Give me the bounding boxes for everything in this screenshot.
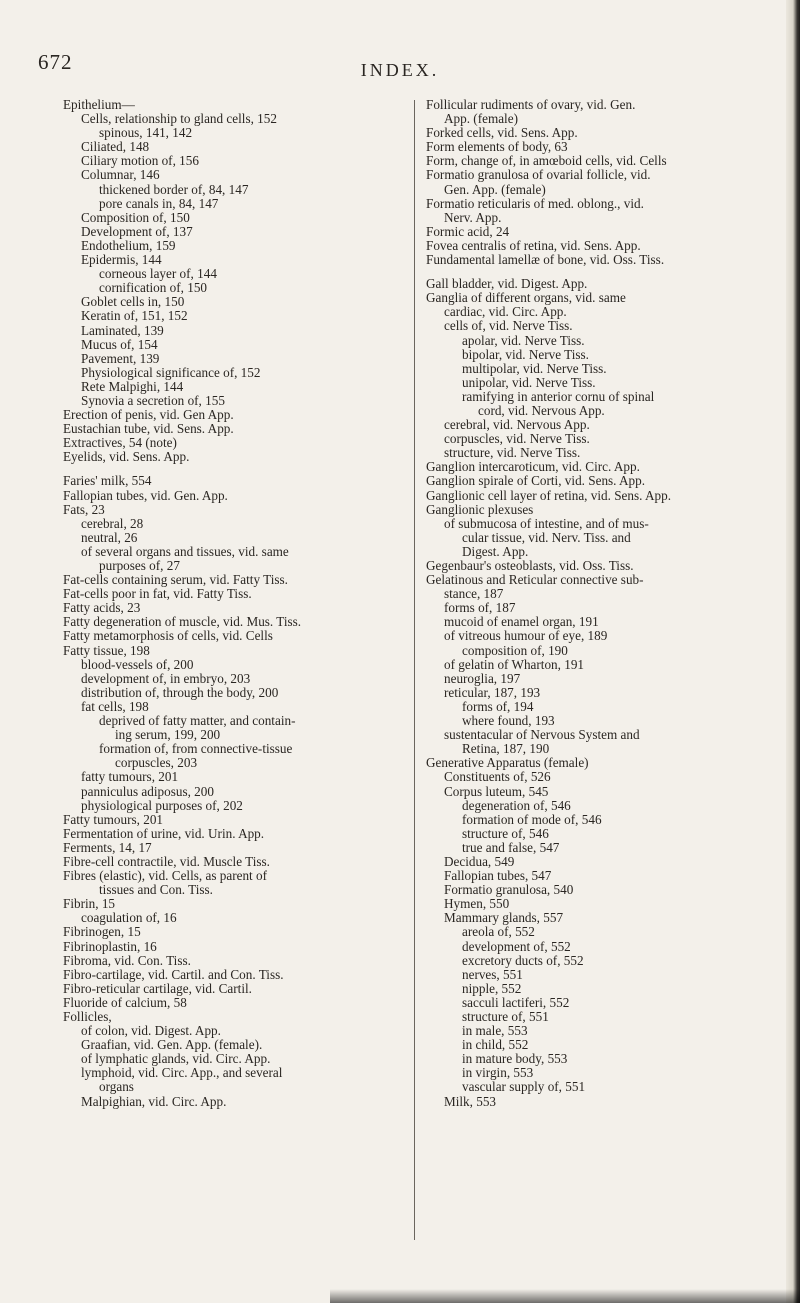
index-entry: Synovia a secretion of, 155 [81,392,225,408]
index-entry: Fatty tissue, 198 [63,642,150,658]
book-edge-shadow [786,0,800,1303]
index-entry: Cells, relationship to gland cells, 152 [81,111,277,127]
index-entry: Digest. App. [462,543,529,559]
index-entry: in child, 552 [462,1037,529,1053]
index-entry: Fundamental lamellæ of bone, vid. Oss. Tiss. [426,252,665,268]
index-entry: excretory ducts of, 552 [462,952,584,968]
index-entry: Gen. App. (female) [444,181,546,197]
index-entry: Fatty degeneration of muscle, vid. Mus. Tiss. [63,614,302,630]
index-entry: pore canals in, 84, 147 [99,195,219,211]
index-entry: multipolar, vid. Nerve Tiss. [462,360,607,376]
index-entry: cornification of, 150 [99,280,208,296]
index-entry: lymphoid, vid. Circ. App., and several [81,1065,283,1081]
index-entry: Fluoride of calcium, 58 [63,994,187,1010]
index-entry: structure of, 551 [462,1009,549,1024]
index-entry: Follicular rudiments of ovary, vid. Gen. [426,97,636,112]
index-entry: neutral, 26 [81,529,138,545]
index-entry: Fibrin, 15 [63,896,116,912]
index-entry: Fat-cells poor in fat, vid. Fatty Tiss. [63,586,252,602]
index-entry: nerves, 551 [462,966,523,982]
index-entry: formation of mode of, 546 [462,811,602,827]
index-entry: Formic acid, 24 [426,223,510,239]
index-entry: in mature body, 553 [462,1051,568,1067]
index-entry: ing serum, 199, 200 [115,727,221,743]
index-entry: blood-vessels of, 200 [81,656,194,672]
index-entry: Form, change of, in amœboid cells, vid. Cells [426,153,667,169]
index-entry: Retina, 187, 190 [462,741,550,757]
index-entry: of gelatin of Wharton, 191 [444,656,585,672]
index-entry: Fallopian tubes, vid. Gen. App. [63,487,228,503]
index-entry: Columnar, 146 [81,167,160,183]
index-entry: Fibro-reticular cartilage, vid. Cartil. [63,980,252,996]
index-entry: Fat-cells containing serum, vid. Fatty Tiss. [63,572,288,588]
index-entry: Ganglion spirale of Corti, vid. Sens. App. [426,473,646,489]
index-entry: cord, vid. Nervous App. [478,402,605,418]
index-entry: nipple, 552 [462,980,522,996]
index-entry: Endothelium, 159 [81,237,176,253]
index-entry: Ciliated, 148 [81,139,150,155]
index-entry: physiological purposes of, 202 [81,797,243,813]
index-entry: Fatty metamorphosis of cells, vid. Cells [63,628,273,644]
index-entry: bipolar, vid. Nerve Tiss. [462,346,589,362]
index-entry: Faries' milk, 554 [63,473,152,489]
index-entry: structure, vid. Nerve Tiss. [444,445,581,461]
page-bottom-shadow [330,1289,800,1303]
index-entry: of lymphatic glands, vid. Circ. App. [81,1051,271,1067]
index-entry: composition of, 190 [462,642,568,658]
index-entry: Milk, 553 [444,1093,497,1109]
index-entry: forms of, 194 [462,698,534,714]
index-entry: thickened border of, 84, 147 [99,181,249,197]
index-entry: forms of, 187 [444,600,516,616]
running-head: INDEX. [360,60,440,80]
index-entry: Fibro-cartilage, vid. Cartil. and Con. Tiss. [63,966,284,982]
index-entry: formation of, from connective-tissue [99,741,293,757]
index-entry: Fats, 23 [63,501,105,517]
index-entry: stance, 187 [444,586,504,602]
index-entry: Epithelium— [63,97,135,112]
index-entry: Graafian, vid. Gen. App. (female). [81,1037,263,1053]
index-entry: Fibroma, vid. Con. Tiss. [63,952,191,968]
index-entry: Fibres (elastic), vid. Cells, as parent of [63,868,267,884]
index-entry: Composition of, 150 [81,209,190,225]
index-entry: organs [99,1079,134,1095]
index-entry: Mammary glands, 557 [444,910,564,926]
index-entry: purposes of, 27 [99,558,180,573]
index-entry: fatty tumours, 201 [81,769,179,785]
index-entry: Fibrinoplastin, 16 [63,938,157,954]
index-entry: Pavement, 139 [81,350,160,366]
index-entry: where found, 193 [462,713,555,729]
index-entry: App. (female) [444,111,518,127]
index-entry: vascular supply of, 551 [462,1079,586,1095]
index-entry: Fermentation of urine, vid. Urin. App. [63,825,265,841]
index-entry: tissues and Con. Tiss. [99,882,213,898]
index-entry: Follicles, [63,1009,112,1024]
index-entry: Epidermis, 144 [81,252,162,268]
index-entry: cular tissue, vid. Nerv. Tiss. and [462,529,631,545]
index-entry: cardiac, vid. Circ. App. [444,304,567,320]
index-entry: Fibrinogen, 15 [63,924,141,940]
index-entry: Gegenbaur's osteoblasts, vid. Oss. Tiss. [426,558,634,573]
index-entry: Malpighian, vid. Circ. App. [81,1093,227,1109]
index-entry: Generative Apparatus (female) [426,755,589,771]
index-entry: Formatio granulosa, 540 [444,882,574,898]
index-entry: areola of, 552 [462,924,535,940]
index-entry: mucoid of enamel organ, 191 [444,614,599,630]
index-entry: Corpus luteum, 545 [444,783,549,799]
index-entry: Form elements of body, 63 [426,139,568,155]
index-entry: Ganglia of different organs, vid. same [426,290,626,306]
index-entry: Nerv. App. [444,209,502,225]
column-divider [414,100,415,1240]
index-entry: Forked cells, vid. Sens. App. [426,125,578,141]
index-entry: Ferments, 14, 17 [63,839,152,855]
index-entry: structure of, 546 [462,825,549,841]
index-entry: Decidua, 549 [444,853,515,869]
index-entry: sacculi lactiferi, 552 [462,994,570,1010]
index-entry: neuroglia, 197 [444,670,521,686]
index-entry: development of, 552 [462,938,571,954]
index-entry: Formatio granulosa of ovarial follicle, vid. [426,167,651,183]
index-entry: Ganglion intercaroticum, vid. Circ. App. [426,459,640,475]
index-entry: Fallopian tubes, 547 [444,868,552,884]
index-entry: cells of, vid. Nerve Tiss. [444,318,573,334]
index-entry: true and false, 547 [462,839,560,855]
index-entry: Ganglionic cell layer of retina, vid. Sens. App. [426,487,672,503]
index-left-column [63,98,415,1109]
index-entry: Eustachian tube, vid. Sens. App. [63,421,234,437]
index-entry: Fovea centralis of retina, vid. Sens. App. [426,237,641,253]
index-entry: of colon, vid. Digest. App. [81,1023,221,1039]
index-entry: Rete Malpighi, 144 [81,378,184,394]
index-entry: spinous, 141, 142 [99,125,193,141]
index-entry: Fibre-cell contractile, vid. Muscle Tiss. [63,853,270,869]
index-entry: Formatio reticularis of med. oblong., vid. [426,195,644,211]
index-entry: cerebral, vid. Nervous App. [444,417,590,433]
index-entry: Development of, 137 [81,223,193,239]
index-entry: corneous layer of, 144 [99,266,217,282]
index-entry: panniculus adiposus, 200 [81,783,214,799]
index-entry: Erection of penis, vid. Gen App. [63,407,234,423]
index-entry: of submucosa of intestine, and of mus- [444,515,649,531]
index-entry: coagulation of, 16 [81,910,177,926]
index-entry: apolar, vid. Nerve Tiss. [462,332,585,348]
index-entry: corpuscles, 203 [115,755,198,771]
index-entry: Keratin of, 151, 152 [81,308,188,324]
index-entry: cerebral, 28 [81,515,144,531]
index-entry: Fatty acids, 23 [63,600,141,616]
index-entry: degeneration of, 546 [462,797,571,813]
index-entry: Ciliary motion of, 156 [81,153,199,169]
index-entry: Ganglionic plexuses [426,501,534,517]
index-entry: Laminated, 139 [81,322,164,338]
index-entry: Hymen, 550 [444,896,510,912]
index-entry: Fatty tumours, 201 [63,811,164,827]
index-entry: reticular, 187, 193 [444,684,541,700]
index-entry: development of, in embryo, 203 [81,670,251,686]
index-entry: of several organs and tissues, vid. same [81,543,289,559]
index-entry: deprived of fatty matter, and contain- [99,713,296,729]
index-entry: of vitreous humour of eye, 189 [444,628,608,644]
index-entry: Gelatinous and Reticular connective sub- [426,572,644,588]
index-entry: in male, 553 [462,1023,528,1039]
index-entry: ramifying in anterior cornu of spinal [462,388,655,404]
index-entry: in virgin, 553 [462,1065,534,1081]
index-entry: Physiological significance of, 152 [81,364,261,380]
index-entry: Constituents of, 526 [444,769,551,785]
index-entry: Eyelids, vid. Sens. App. [63,449,190,465]
page-number: 672 [38,50,73,74]
index-entry: Goblet cells in, 150 [81,294,185,310]
index-entry: Mucus of, 154 [81,336,158,352]
index-entry: distribution of, through the body, 200 [81,684,279,700]
index-entry: sustentacular of Nervous System and [444,727,640,743]
index-entry: unipolar, vid. Nerve Tiss. [462,374,596,390]
index-entry: Extractives, 54 (note) [63,435,177,451]
index-entry: corpuscles, vid. Nerve Tiss. [444,431,590,447]
index-entry: Gall bladder, vid. Digest. App. [426,276,588,292]
index-right-column [426,98,778,1109]
index-entry: fat cells, 198 [81,698,149,714]
